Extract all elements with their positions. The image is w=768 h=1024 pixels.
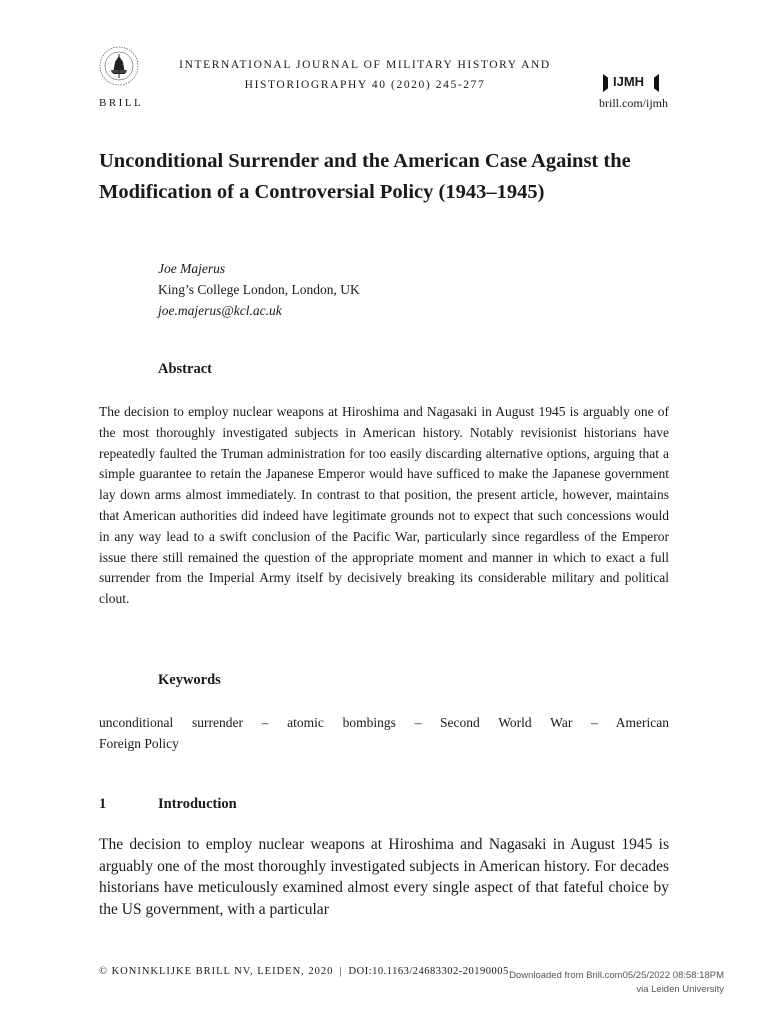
article-title: Unconditional Surrender and the American Case Against the Modification of a Controversial Policy (1943–1945) xyxy=(99,150,631,203)
download-stamp-line: via Leiden University xyxy=(636,984,724,995)
ijmh-logo xyxy=(603,72,661,94)
author-name: Joe Majerus xyxy=(158,261,226,276)
abstract-text: The decision to employ nuclear weapons at Hiroshima and Nagasaki in August 1945 is arguably one of the most thoroughly investigated subjects in American history. Notably revisionist historians have repeatedly faulted the Truman administration for too easily discarding alternative options, arguing that a simple guarantee to retain the Japanese Emperor would have sufficed to make the Japanese government lay down arms almost immediately. In contrast to that position, the present article, however, maintains that American authorities did indeed have legitimate grounds not to expect that such concessions would in any way lead to a swift conclusion of the Pacific War, particularly since regardless of the Emperor issue there still remained the question of the appropriate moment and manner in which to exact a full surrender from the Imperial Army itself by decisively breaking its considerable military and political clout. xyxy=(99,404,669,607)
page-footer xyxy=(99,966,509,977)
copyright-notice: © KONINKLIJKE BRILL NV, LEIDEN, 2020 xyxy=(99,966,334,977)
section-number: 1 xyxy=(99,796,107,812)
keywords-line: unconditional surrender – atomic bombings – Second World War – American xyxy=(99,715,669,730)
author-email-link[interactable]: joe.majerus@kcl.ac.uk xyxy=(158,303,282,318)
journal-name: INTERNATIONAL JOURNAL OF MILITARY HISTORY AND xyxy=(179,59,551,71)
journal-url-link[interactable]: brill.com/ijmh xyxy=(599,96,668,110)
ijmh-logo-text: IJMH xyxy=(613,74,645,89)
keywords-heading: Keywords xyxy=(158,672,221,688)
journal-volume: HISTORIOGRAPHY 40 (2020) 245-277 xyxy=(244,79,486,91)
download-stamp-line: Downloaded from Brill.com05/25/2022 08:58:18PM xyxy=(509,970,724,981)
footer-separator: | xyxy=(339,966,343,977)
bracket-left-icon xyxy=(603,74,608,92)
introduction-text: The decision to employ nuclear weapons at Hiroshima and Nagasaki in August 1945 is arguably one of the most thoroughly investigated subjects in American history. For decades historians have meticulously examined almost every single aspect of that fateful choice by the US government, with a particular xyxy=(99,836,669,918)
abstract-heading: Abstract xyxy=(158,361,212,377)
download-stamp xyxy=(509,969,724,997)
section-heading: Introduction xyxy=(158,796,237,812)
author-block xyxy=(158,258,360,321)
keywords-text xyxy=(99,712,669,754)
journal-citation xyxy=(150,55,580,95)
doi-link[interactable]: DOI:10.1163/24683302-20190005 xyxy=(348,966,509,977)
author-affiliation: King’s College London, London, UK xyxy=(158,282,360,297)
bracket-right-icon xyxy=(654,74,659,92)
keywords-line: Foreign Policy xyxy=(99,736,179,751)
brill-logo-icon xyxy=(97,44,141,94)
publisher-name: BRILL xyxy=(99,97,144,109)
